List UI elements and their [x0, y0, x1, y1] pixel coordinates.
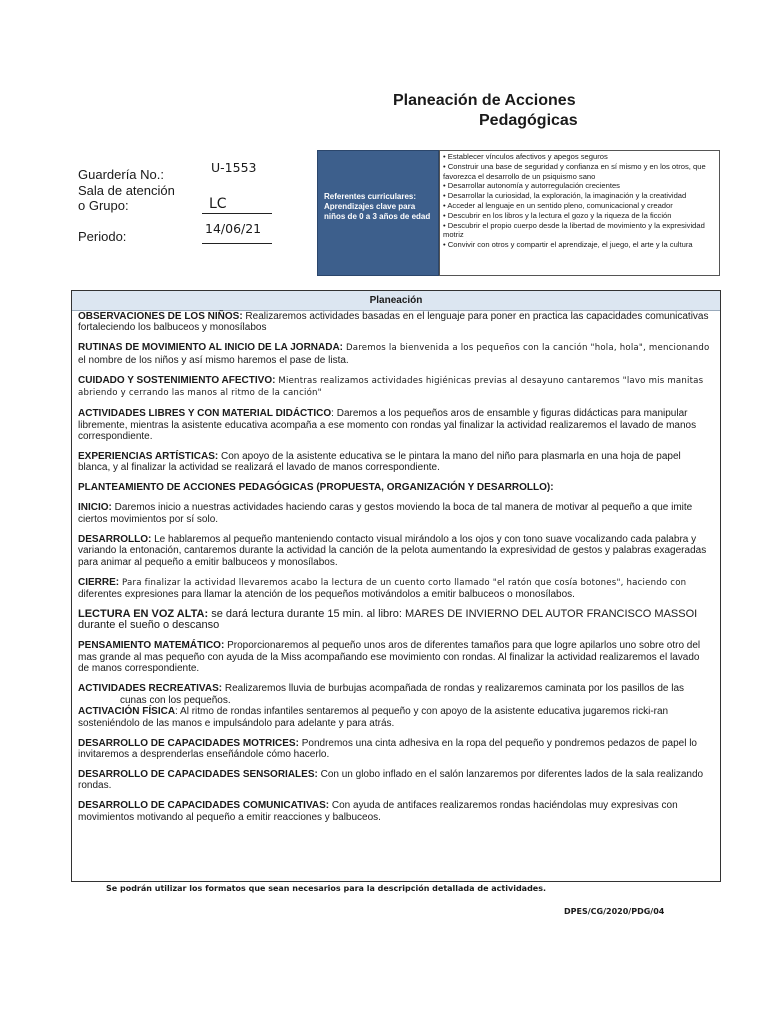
- planeacion-body: [72, 311, 720, 823]
- document-title-line-2: Pedagógicas: [479, 112, 578, 129]
- section-text: Realizaremos lluvia de burbujas acompañada de rondas y realizaremos caminata por los pasillos de las: [222, 683, 685, 695]
- sala-value: LC: [209, 196, 227, 212]
- section-label: DESARROLLO DE CAPACIDADES MOTRICES:: [78, 737, 299, 749]
- section-label: DESARROLLO DE CAPACIDADES COMUNICATIVAS:: [78, 800, 330, 812]
- footnote: Se podrán utilizar los formatos que sean necesarios para la descripción detallada de actividades.: [106, 884, 547, 893]
- section-text: Con un globo inflado en el salón lanzaremos por diferentes lados de la sala realizando rondas.: [78, 768, 704, 792]
- section-text: Daremos la bienvenida a los pequeños con la canción "hola, hola", mencionando: [343, 343, 710, 354]
- section-text: Le hablaremos al pequeño manteniendo contacto visual mirándolo a los ojos y con tono suave vocalizando cada palabra y variando la entonación, cantaremos durante la actividad la canción de la pelota aumentando la expresividad de gestos y palabras exageradas para animar al pequeño a emitir balbuceos y monosílabos.: [78, 533, 707, 568]
- lectura-section: [78, 609, 713, 632]
- section-text: Proporcionaremos al pequeño unos aros de diferentes tamaños para que logre apilarlos uno sobre otro del mas grande al mas pequeño con ayuda de la Miss acompañando ese movimiento con rondas. Al finalizar la actividad realizaremos el lavado de manos correspondiente.: [78, 640, 701, 675]
- actividades-libres-section: [78, 408, 713, 442]
- planteamiento-heading: [78, 482, 713, 493]
- pensamiento-matematico-section: [78, 640, 713, 674]
- section-text: : Daremos a los pequeños aros de ensamble y figuras didácticas para manipular libremente, mientras la asistente educativa acompaña a ese momento con rondas yal finalizar la actividad realizaremos el lavado de manos correspondiente.: [78, 408, 697, 443]
- cuidado-section: [78, 375, 713, 400]
- referente-item: • Acceder al lenguaje en un sentido pleno, comunicacional y creador: [443, 200, 673, 210]
- capacidades-motrices-section: [78, 738, 713, 761]
- section-label: PENSAMIENTO MATEMÁTICO:: [78, 640, 225, 652]
- periodo-underline: [202, 243, 272, 244]
- document-title-line-1: Planeación de Acciones: [393, 92, 576, 109]
- section-label: OBSERVACIONES DE LOS NIÑOS:: [78, 311, 243, 322]
- guarderia-label: Guardería No.:: [78, 167, 164, 182]
- periodo-value: 14/06/21: [205, 221, 262, 236]
- section-label: INICIO:: [78, 502, 112, 514]
- rutinas-section: [78, 342, 713, 366]
- section-text: Realizaremos actividades basadas en el lenguaje para poner en practica las capacidades comunicativas fortaleciendo los balbuceos y monosílabos: [78, 311, 709, 334]
- desarrollo-section: [78, 534, 713, 568]
- referente-item: • Establecer vínculos afectivos y apegos seguros: [443, 152, 608, 161]
- section-text-continued: cunas con los pequeños.: [120, 694, 231, 706]
- section-label: DESARROLLO DE CAPACIDADES SENSORIALES:: [78, 768, 318, 780]
- section-label: DESARROLLO:: [78, 533, 152, 545]
- periodo-label: Periodo:: [78, 229, 127, 244]
- cierre-section: [78, 577, 713, 601]
- experiencias-artisticas-section: [78, 451, 713, 474]
- inicio-section: [78, 502, 713, 525]
- section-text: Con apoyo de la asistente educativa se le pintara la mano del niño para plasmarla en una hoja de papel blanca, y al finalizar la actividad se realizará el lavado de manos correspondiente.: [78, 451, 681, 474]
- referentes-label-box: [317, 150, 439, 276]
- section-label: ACTIVACIÓN FÍSICA: [78, 706, 176, 718]
- document-code: DPES/CG/2020/PDG/04: [564, 907, 665, 916]
- sala-label-line-2: o Grupo:: [78, 198, 129, 213]
- section-label: CUIDADO Y SOSTENIMIENTO AFECTIVO:: [78, 374, 276, 386]
- capacidades-comunicativas-section: [78, 800, 713, 823]
- section-label: LECTURA EN VOZ ALTA:: [78, 608, 209, 621]
- section-text: Pondremos una cinta adhesiva en la ropa del pequeño y pondremos pedazos de papel lo invitaremos a desprenderlas enseñándole cómo hacerlo.: [78, 737, 697, 760]
- section-text: : Al ritmo de rondas infantiles sentaremos al pequeño y con apoyo de la asistente educativa jugaremos ricki-ran sosteniéndolo de las manos e impulsándolo para adelante y para atrás.: [78, 706, 669, 729]
- planeacion-box: [71, 290, 721, 882]
- actividades-recreativas-section: [78, 683, 713, 694]
- section-label: PLANTEAMIENTO DE ACCIONES PEDAGÓGICAS (PROPUESTA, ORGANIZACIÓN Y DESARROLLO):: [78, 482, 554, 494]
- activacion-fisica-section: [78, 706, 713, 729]
- section-text: Para finalizar la actividad llevaremos acabo la lectura de un cuento corto llamado "el ratón que cosía botones", haciendo con: [119, 577, 687, 588]
- referente-item: • Desarrollar la curiosidad, la exploración, la imaginación y la creatividad: [443, 191, 687, 201]
- referente-item: • Construir una base de seguridad y confianza en sí mismo y en los otros, que favorezca el desarrollo de un psiquismo sano: [443, 161, 706, 181]
- section-text: Daremos inicio a nuestras actividades haciendo caras y gestos moviendo la boca de tal manera de motivar al pequeño a que imite ciertos movimientos por sí solo.: [78, 502, 693, 525]
- observaciones-section: [78, 311, 713, 334]
- section-label: ACTIVIDADES LIBRES Y CON MATERIAL DIDÁCTICO: [78, 408, 332, 420]
- section-text: Mientras realizamos actividades higiénicas previas al desayuno cantaremos "lavo mis manitas abriendo y cerrando las manos al ritmo de la canción": [78, 375, 704, 399]
- section-label: ACTIVIDADES RECREATIVAS:: [78, 683, 223, 695]
- referentes-label: Referentes curriculares: Aprendizajes clave para niños de 0 a 3 años de edad: [324, 192, 431, 221]
- section-label: CIERRE:: [78, 576, 120, 588]
- section-label: RUTINAS DE MOVIMIENTO AL INICIO DE LA JORNADA:: [78, 342, 344, 354]
- section-text-continued: el nombre de los niños y así mismo haremos el pase de lista.: [78, 354, 349, 366]
- planeacion-header: Planeación: [72, 291, 720, 311]
- referentes-list: [439, 150, 720, 276]
- referente-item: • Descubrir en los libros y la lectura el gozo y la riqueza de la ficción: [443, 210, 672, 220]
- section-text-continued: diferentes expresiones para llamar la atención de los pequeños motivándolos a emitir balbuceos o monosílabos.: [78, 589, 575, 601]
- section-label: EXPERIENCIAS ARTÍSTICAS:: [78, 451, 219, 463]
- referente-item: • Descubrir el propio cuerpo desde la libertad de movimiento y la expresividad motriz: [443, 220, 705, 240]
- sala-label-line-1: Sala de atención: [78, 183, 175, 198]
- section-text: Con ayuda de antifaces realizaremos rondas haciéndolas muy expresivas con movimientos motivando al pequeño a emitir reacciones y balbuceos.: [78, 800, 678, 823]
- referente-item: • Desarrollar autonomía y autorregulación crecientes: [443, 181, 620, 191]
- section-text: se dará lectura durante 15 min. al libro: MARES DE INVIERNO DEL AUTOR FRANCISCO MASSOI durante el sueño o descanso: [78, 608, 698, 632]
- guarderia-value: U-1553: [211, 160, 257, 175]
- sala-underline: [202, 213, 272, 214]
- actividades-recreativas-continued: [78, 695, 713, 706]
- capacidades-sensoriales-section: [78, 769, 713, 792]
- referente-item: • Convivir con otros y compartir el aprendizaje, el juego, el arte y la cultura: [443, 240, 693, 250]
